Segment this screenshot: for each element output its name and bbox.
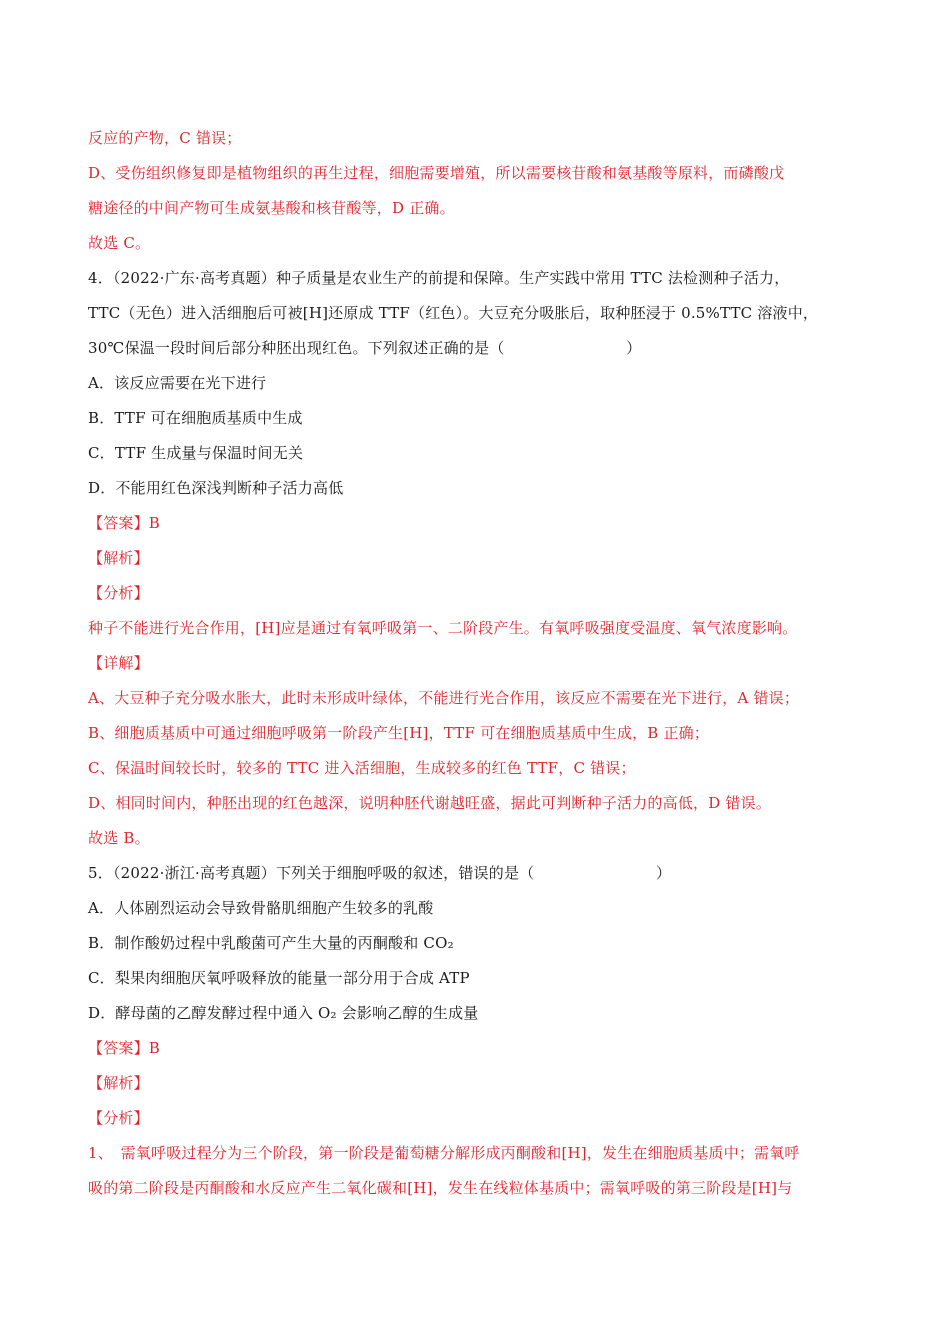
analysis-sub-label: 【分析】: [88, 584, 149, 602]
question-4-option-a: A．该反应需要在光下进行: [88, 374, 267, 392]
question-5-option-a: A．人体剧烈运动会导致骨骼肌细胞产生较多的乳酸: [88, 899, 434, 917]
question-5-option-d: D．酵母菌的乙醇发酵过程中通入 O₂ 会影响乙醇的生成量: [88, 1004, 479, 1022]
text-line: 1、 需氧呼吸过程分为三个阶段，第一阶段是葡萄糖分解形成丙酮酸和[H]，发生在细胞质基质中；需氧呼: [88, 1144, 800, 1162]
question-4-option-b: B．TTF 可在细胞质基质中生成: [88, 409, 303, 427]
text-line: B、细胞质基质中可通过细胞呼吸第一阶段产生[H]，TTF 可在细胞质基质中生成，B 正确；: [88, 724, 710, 742]
text-line: 糖途径的中间产物可生成氨基酸和核苷酸等，D 正确。: [88, 199, 455, 217]
question-5-option-b: B．制作酸奶过程中乳酸菌可产生大量的丙酮酸和 CO₂: [88, 934, 454, 952]
detail-label: 【详解】: [88, 654, 149, 672]
question-4-stem: TTC（无色）进入活细胞后可被[H]还原成 TTF（红色）。大豆充分吸胀后，取种胚浸于 0.5%TTC 溶液中，: [88, 304, 819, 322]
text-line: 故选 C。: [88, 234, 151, 252]
text-line: D、相同时间内，种胚出现的红色越深，说明种胚代谢越旺盛，据此可判断种子活力的高低，D 错误。: [88, 794, 772, 812]
text-line: 种子不能进行光合作用，[H]应是通过有氧呼吸第一、二阶段产生。有氧呼吸强度受温度、氧气浓度影响。: [88, 619, 798, 637]
analysis-label: 【解析】: [88, 549, 149, 567]
text-line: 吸的第二阶段是丙酮酸和水反应产生二氧化碳和[H]，发生在线粒体基质中；需氧呼吸的第三阶段是[H]与: [88, 1179, 793, 1197]
text-line: C、保温时间较长时，较多的 TTC 进入活细胞，生成较多的红色 TTF，C 错误；: [88, 759, 636, 777]
answer-label: 【答案】B: [88, 1039, 161, 1057]
question-5-option-c: C．梨果肉细胞厌氧呼吸释放的能量一部分用于合成 ATP: [88, 969, 470, 987]
analysis-sub-label: 【分析】: [88, 1109, 149, 1127]
question-4-stem: 4．（2022·广东·高考真题）种子质量是农业生产的前提和保障。生产实践中常用 TTC 法检测种子活力，: [88, 269, 790, 287]
text-line: A、大豆种子充分吸水胀大，此时未形成叶绿体，不能进行光合作用，该反应不需要在光下进行，A 错误；: [88, 689, 800, 707]
question-4-stem: 30℃保温一段时间后部分种胚出现红色。下列叙述正确的是（ ）: [88, 339, 642, 357]
text-line: 故选 B。: [88, 829, 150, 847]
question-4-option-d: D．不能用红色深浅判断种子活力高低: [88, 479, 344, 497]
answer-label: 【答案】B: [88, 514, 161, 532]
question-4-option-c: C．TTF 生成量与保温时间无关: [88, 444, 304, 462]
question-5-stem: 5．（2022·浙江·高考真题）下列关于细胞呼吸的叙述，错误的是（ ）: [88, 864, 672, 882]
analysis-label: 【解析】: [88, 1074, 149, 1092]
text-line: 反应的产物，C 错误；: [88, 129, 242, 147]
text-line: D、受伤组织修复即是植物组织的再生过程，细胞需要增殖，所以需要核苷酸和氨基酸等原料，而磷酸戊: [88, 164, 785, 182]
